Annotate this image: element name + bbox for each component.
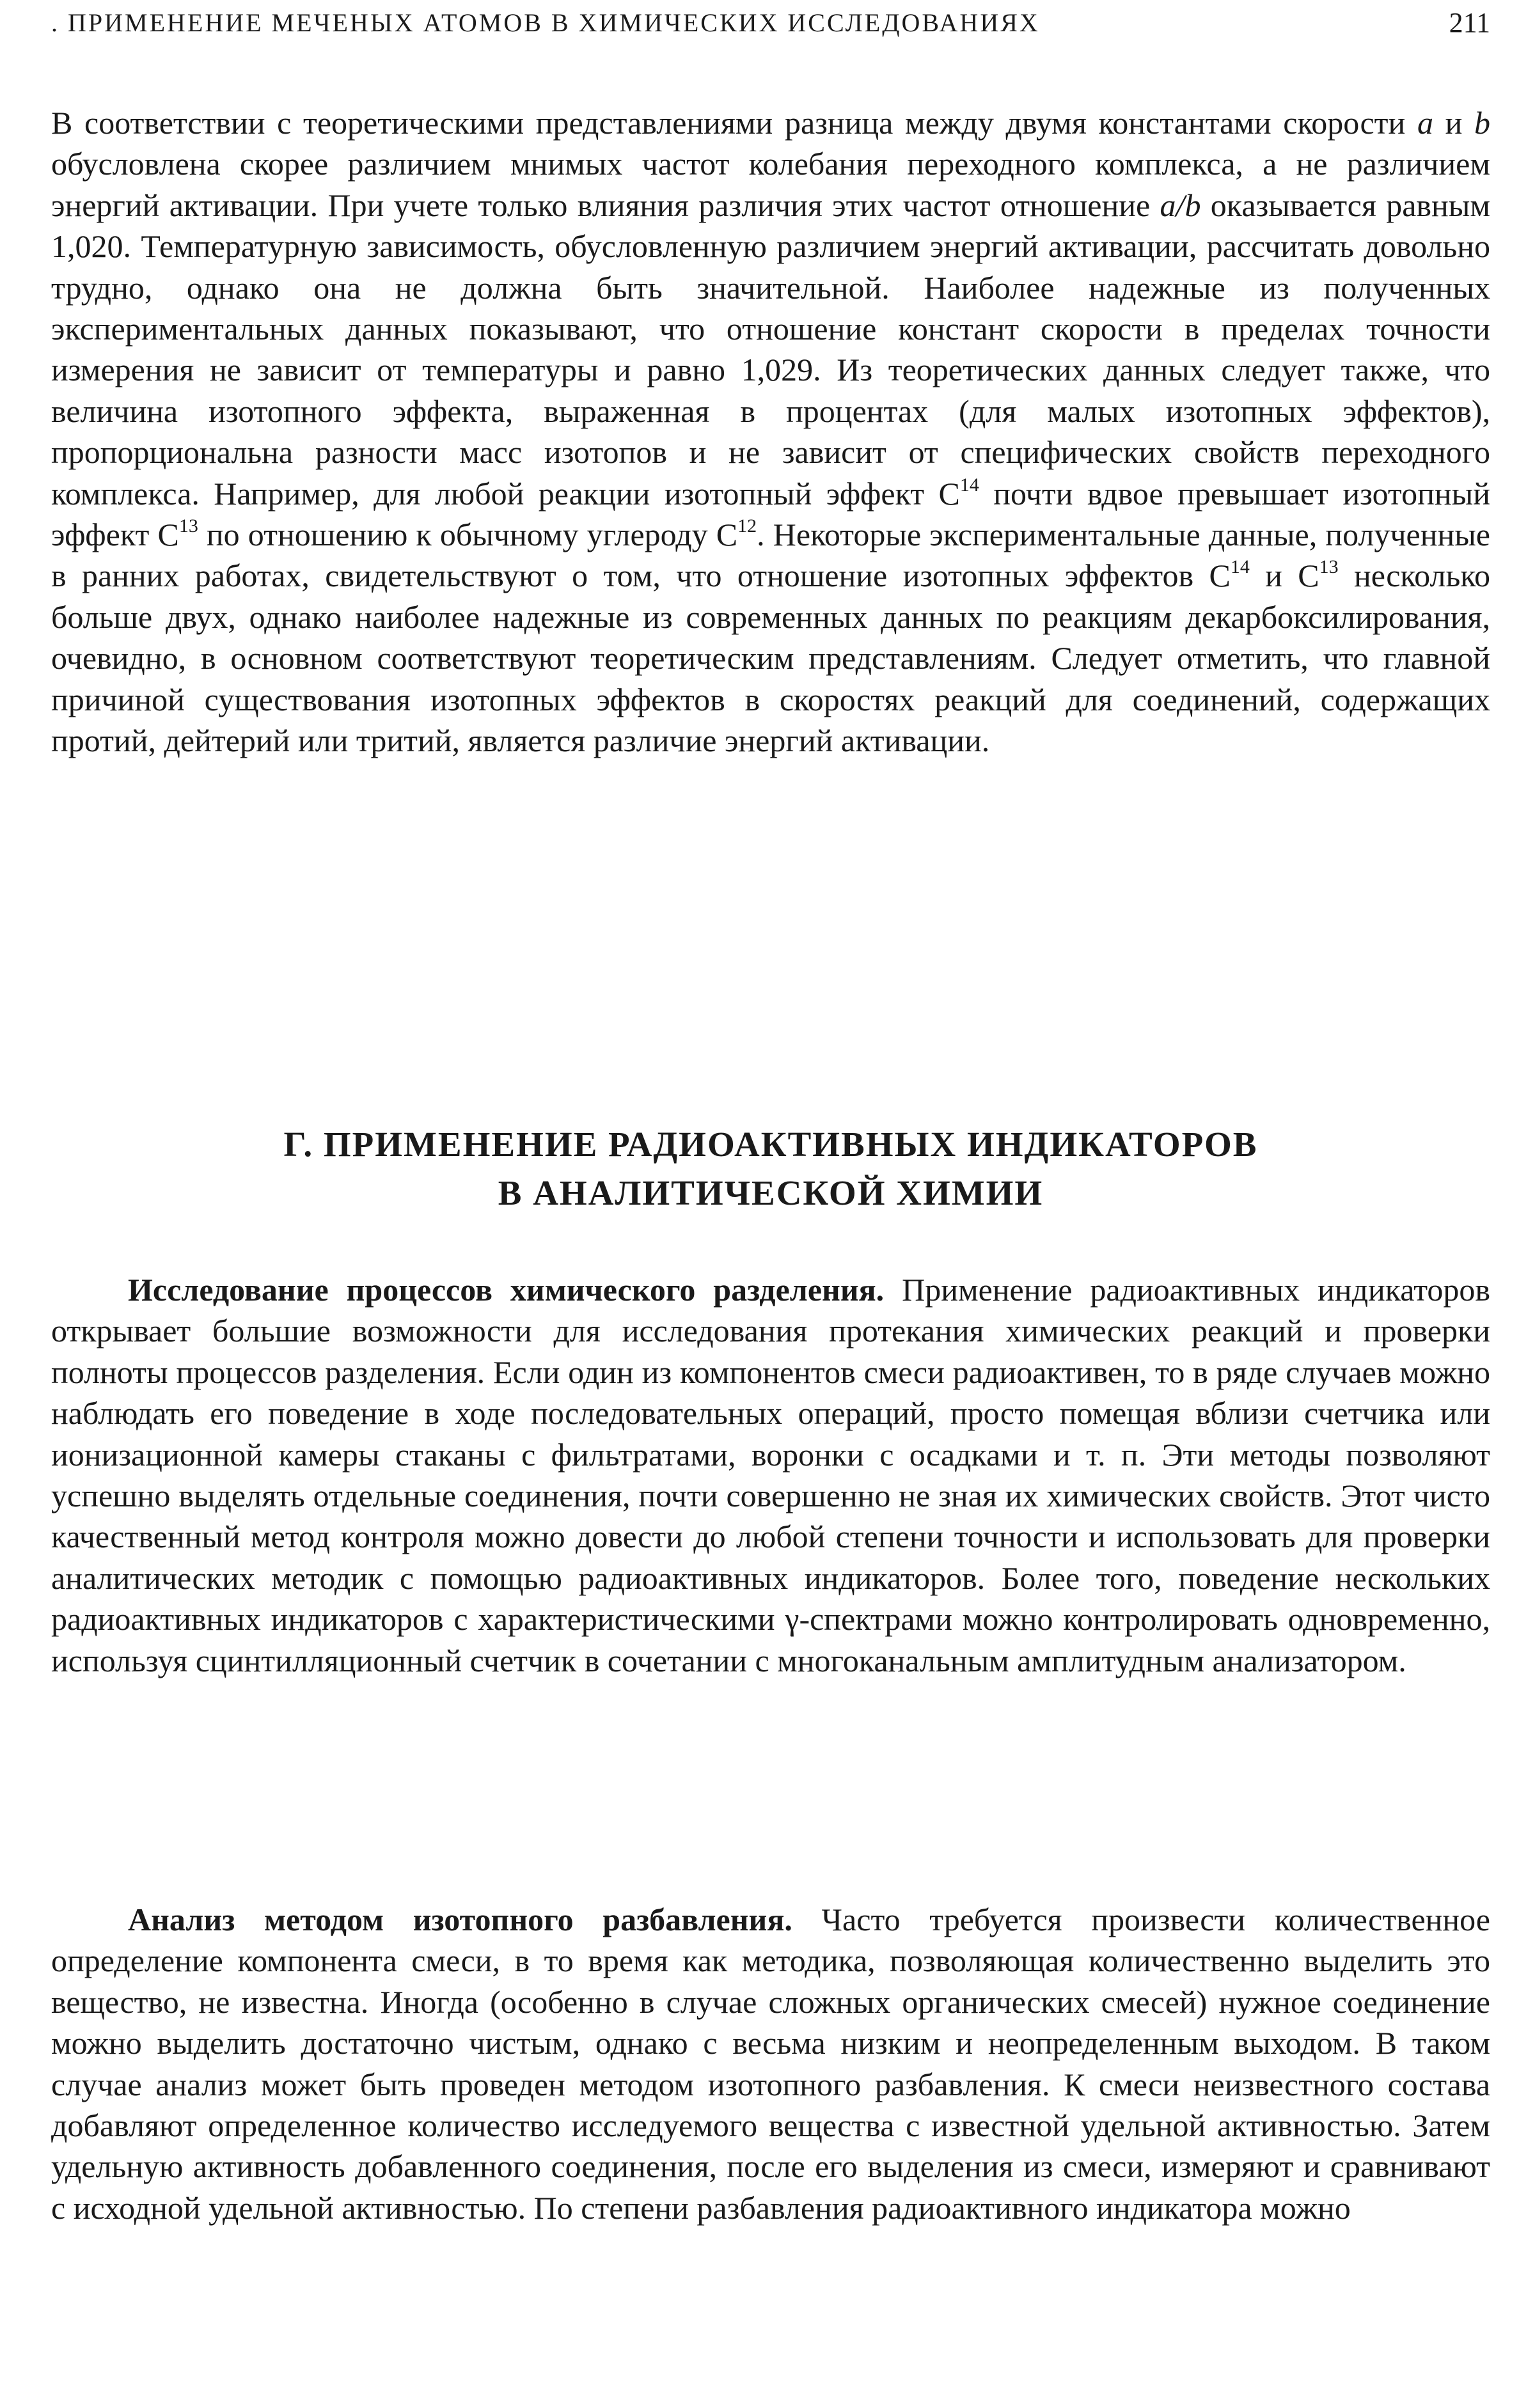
section-heading-line-1: Г. ПРИМЕНЕНИЕ РАДИОАКТИВНЫХ ИНДИКАТОРОВ: [283, 1125, 1258, 1164]
section-heading-line-2: В АНАЛИТИЧЕСКОЙ ХИМИИ: [498, 1173, 1044, 1212]
paragraph-isotope-effects: В соответствии с теоретическими представлениями разница между двумя константами скорости a и b обусловлена скорее различием мнимых частот колебания переходного комплекса, а не различием энергий активации. При учете только влияния различия этих частот отношение a/b оказывается равным 1,020. Температурную зависимость, обусловленную различием энергий активации, рассчитать довольно трудно, однако она не должна быть значительной. Наиболее надежные из полученных экспериментальных данных показывают, что отношение констант скорости в пределах точности измерения не зависит от температуры и равно 1,029. Из теоретических данных следует также, что величина изотопного эффекта, выраженная в процентах (для малых изотопных эффектов), пропорциональна разности масс изотопов и не зависит от специфических свойств переходного комплекса. Например, для любой реакции изотопный эффект $C^{14}$ почти вдвое превышает изотопный эффект $C^{13}$ по отношению к обычному углероду $C^{12}$. Некоторые экспериментальные данные, полученные в ранних работах, свидетельствуют о том, что отношение изотопных эффектов $C^{14}$ и $C^{13}$ несколько больше двух, однако наиболее надежные из современных данных по реакциям декарбоксилирования, очевидно, в основном соответствуют теоретическим представлениям. Следует отметить, что главной причиной существования изотопных эффектов в скоростях реакций для соединений, содержащих протий, дейтерий или тритий, является различие энергий активации.: [51, 105, 1491, 759]
book-page: [51, 0, 1490, 2408]
run-in-heading-separation: Исследование процессов химического разделения.: [128, 1272, 885, 1308]
paragraph-isotope-dilution: Анализ методом изотопного разбавления. Часто требуется произвести количественное определение компонента смеси, в то время как методика, позволяющая количественно выделить это вещество, не известна. Иногда (особенно в случае сложных органических смесей) нужное соединение можно выделить достаточно чистым, однако с весьма низким и неопределенным выходом. В таком случае анализ может быть проведен методом изотопного разбавления. К смеси неизвестного состава добавляют определенное количество исследуемого вещества с известной удельной активностью. Затем удельную активность добавленного соединения, после его выделения из смеси, измеряют и сравнивают с исходной удельной активностью. По степени разбавления радиоактивного индикатора можно: [51, 1902, 1490, 2226]
section-heading: [51, 1120, 1490, 1217]
paragraph-separation-processes: Исследование процессов химического разделения. Применение радиоактивных индикаторов открывает большие возможности для исследования протекания химических реакций и проверки полноты процессов разделения. Если один из компонентов смеси радиоактивен, то в ряде случаев можно наблюдать его поведение в ходе последовательных операций, просто помещая вблизи счетчика или ионизационной камеры стаканы с фильтратами, воронки с осадками и т. п. Эти методы позволяют успешно выделять отдельные соединения, почти совершенно не зная их химических свойств. Этот чисто качественный метод контроля можно довести до любой степени точности и использовать для проверки аналитических методик с помощью радиоактивных индикаторов. Более того, поведение нескольких радиоактивных индикаторов с характеристическими γ-спектрами можно контролировать одновременно, используя сцинтилляционный счетчик в сочетании с многоканальным амплитудным анализатором.: [51, 1272, 1490, 1678]
page-number: 211: [1449, 7, 1490, 38]
running-head: [51, 4, 1490, 42]
run-in-heading-isotope-dilution: Анализ методом изотопного разбавления.: [128, 1902, 792, 1937]
running-head-title: . ПРИМЕНЕНИЕ МЕЧЕНЫХ АТОМОВ В ХИМИЧЕСКИХ ИССЛЕДОВАНИЯХ: [51, 8, 1040, 37]
